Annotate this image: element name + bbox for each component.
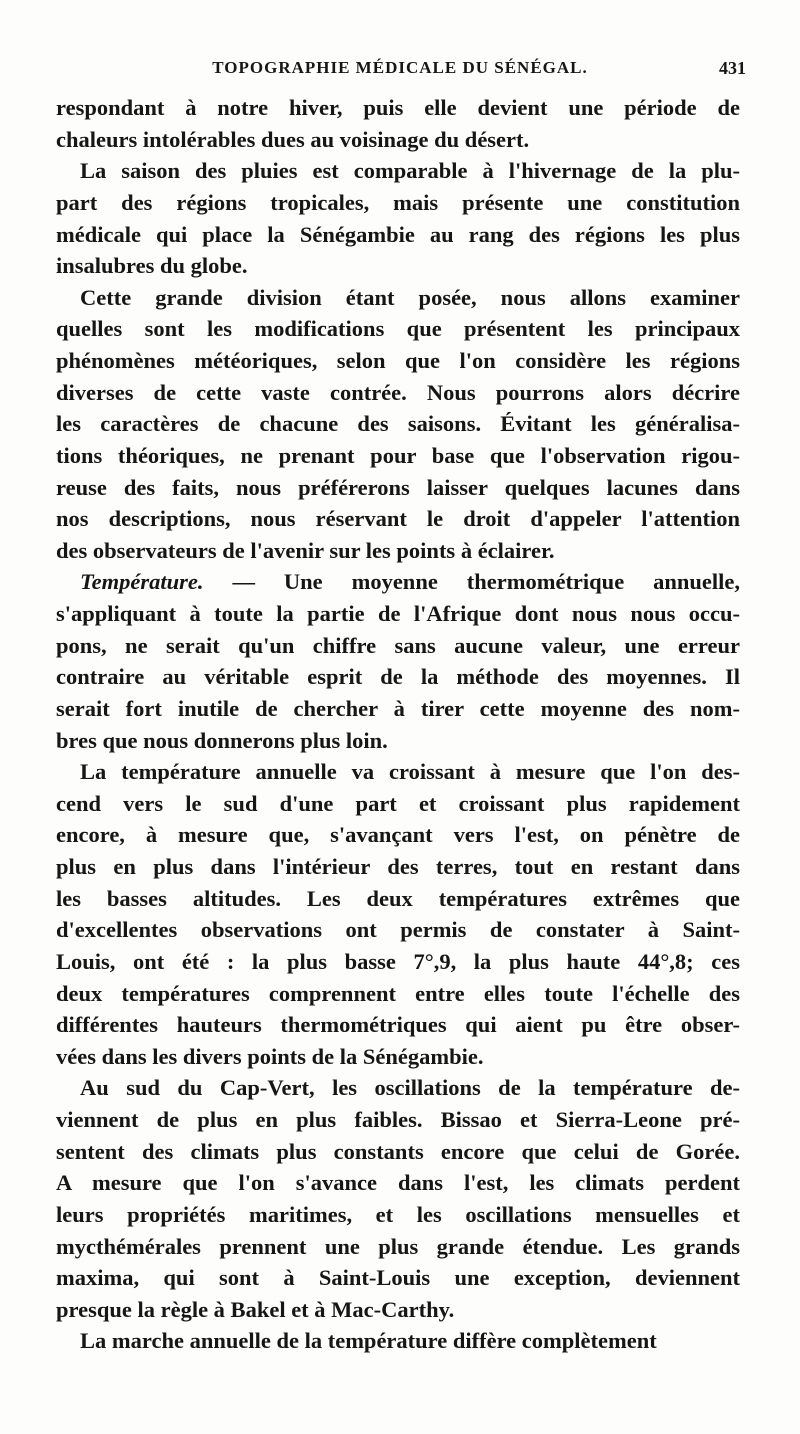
text-line: serait fort inutile de chercher à tirer cette moyenne des nom-	[56, 695, 740, 721]
text-line: s'appliquant à toute la partie de l'Afrique dont nous nous occu-	[56, 601, 740, 626]
text-line: maxima, qui sont à Saint-Louis une exception, deviennent	[56, 1265, 740, 1291]
text-line: La marche annuelle de la température diffère complètement	[80, 1328, 657, 1354]
text-line: Louis, ont été : la plus basse 7°,9, la plus haute 44°,8; ces	[56, 948, 740, 974]
text-line: sentent des climats plus constants encore que celui de Gorée.	[56, 1138, 740, 1164]
page-number: 431	[719, 58, 746, 78]
text-line: plus en plus dans l'intérieur des terres, tout en restant dans	[56, 854, 740, 879]
text-line: les basses altitudes. Les deux températures extrêmes que	[56, 885, 740, 911]
text-line: reuse des faits, nous préférerons laisser quelques lacunes dans	[56, 474, 740, 500]
text-line: viennent de plus en plus faibles. Bissao et Sierra-Leone pré-	[56, 1107, 740, 1132]
text-line: les caractères de chacune des saisons. Évitant les généralisa-	[56, 411, 740, 437]
text-line: Au sud du Cap-Vert, les oscillations de la température de-	[80, 1075, 740, 1101]
text-segment: — Une moyenne thermométrique annuelle,	[203, 569, 740, 595]
text-line: A mesure que l'on s'avance dans l'est, les climats perdent	[56, 1170, 740, 1196]
text-line: La saison des pluies est comparable à l'hivernage de la plu-	[80, 158, 740, 184]
running-title: TOPOGRAPHIE MÉDICALE DU SÉNÉGAL.	[212, 58, 588, 77]
text-line: mycthémérales prennent une plus grande étendue. Les grands	[56, 1233, 740, 1259]
text-line: d'excellentes observations ont permis de constater à Saint-	[56, 917, 740, 943]
text-line: nos descriptions, nous réservant le droit d'appeler l'attention	[56, 506, 740, 532]
text-line: contraire au véritable esprit de la méthode des moyennes. Il	[56, 664, 740, 690]
text-line: chaleurs intolérables dues au voisinage du désert.	[56, 126, 530, 152]
text-line: leurs propriétés maritimes, et les oscillations mensuelles et	[56, 1201, 740, 1227]
body-text	[56, 92, 740, 1357]
text-line: Cette grande division étant posée, nous allons examiner	[80, 284, 740, 310]
text-line: tions théoriques, ne prenant pour base que l'observation rigou-	[56, 442, 740, 468]
text-line: bres que nous donnerons plus loin.	[56, 727, 388, 753]
text-line: diverses de cette vaste contrée. Nous pourrons alors décrire	[56, 379, 740, 405]
text-line: respondant à notre hiver, puis elle devient une période de	[56, 95, 740, 120]
text-line: cend vers le sud d'une part et croissant plus rapidement	[56, 790, 740, 816]
text-line: des observateurs de l'avenir sur les points à éclairer.	[56, 537, 555, 563]
text-line: encore, à mesure que, s'avançant vers l'est, on pénètre de	[56, 822, 740, 848]
text-line: différentes hauteurs thermométriques qui aient pu être obser-	[56, 1012, 740, 1038]
running-head	[54, 58, 746, 88]
text-line: phénomènes météoriques, selon que l'on considère les régions	[56, 348, 740, 373]
text-line	[56, 566, 740, 598]
text-line: médicale qui place la Sénégambie au rang des régions les plus	[56, 221, 740, 247]
text-line: La température annuelle va croissant à mesure que l'on des-	[80, 759, 740, 785]
text-line: deux températures comprennent entre elles toute l'échelle des	[56, 980, 740, 1006]
text-line: part des régions tropicales, mais présente une constitution	[56, 189, 740, 215]
text-line: insalubres du globe.	[56, 253, 248, 279]
text-line: vées dans les divers points de la Sénégambie.	[56, 1043, 484, 1069]
section-heading-temperature: Température.	[80, 569, 204, 595]
text-line: presque la règle à Bakel et à Mac-Carthy.	[56, 1296, 455, 1322]
text-line: pons, ne serait qu'un chiffre sans aucune valeur, une erreur	[56, 632, 740, 658]
text-line: quelles sont les modifications que présentent les principaux	[56, 316, 740, 342]
